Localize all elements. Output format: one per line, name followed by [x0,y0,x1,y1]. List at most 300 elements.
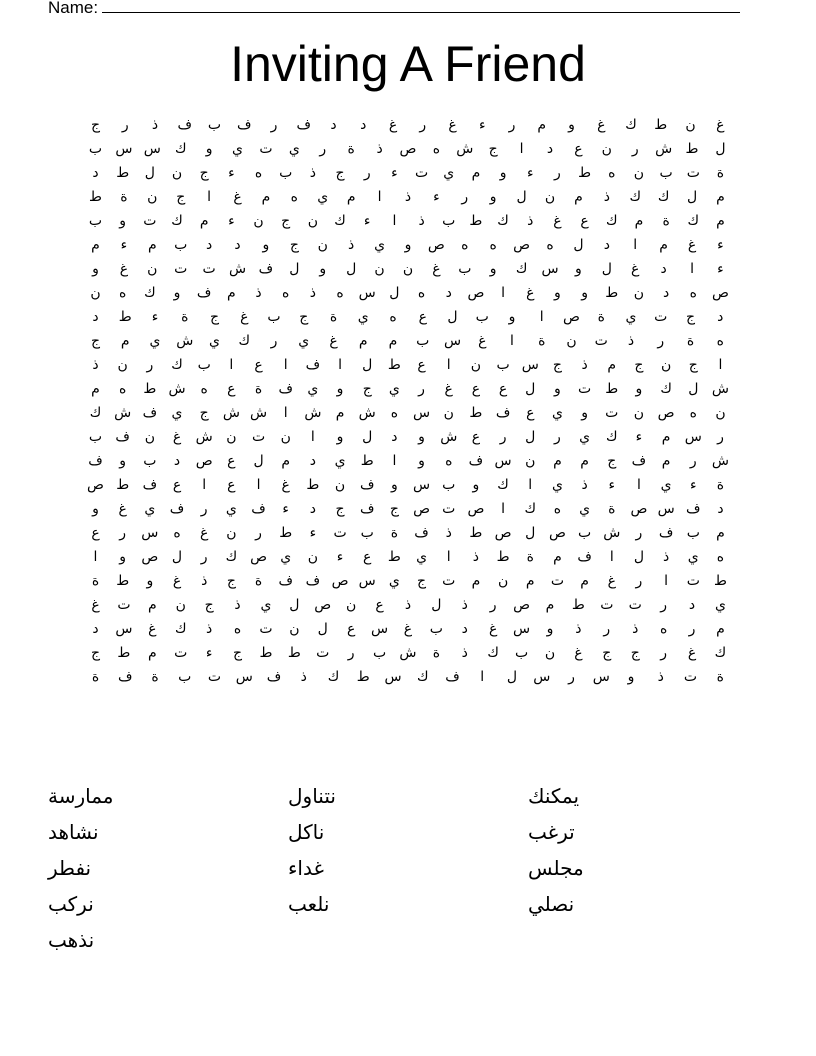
grid-letter: م [574,189,583,205]
grid-letter: ب [475,309,489,325]
grid-letter: ر [660,597,667,613]
grid-letter: ك [497,477,509,493]
grid-letter: ن [253,213,264,229]
grid-letter: ا [392,453,397,469]
grid-letter: ي [443,165,455,181]
grid-letter: ذ [255,285,262,301]
grid-letter: م [580,573,589,589]
grid-letter: ك [497,213,509,229]
grid-letter: ع [417,357,426,373]
grid-letter: م [147,597,157,613]
grid-letter: ش [168,381,186,397]
grid-letter: س [115,141,133,157]
grid-letter: و [581,405,588,421]
grid-letter: ف [278,381,293,397]
grid-letter: ت [686,573,700,589]
grid-letter: ن [443,405,454,421]
grid-letter: ذ [603,189,610,205]
grid-letter: ل [346,261,357,277]
grid-letter: ف [658,525,674,541]
grid-letter: ه [200,381,208,397]
grid-letter: ت [174,645,188,661]
grid-letter: ج [389,501,399,517]
grid-letter: ط [118,309,132,325]
grid-letter: ن [280,429,291,445]
grid-letter: ء [433,189,440,205]
grid-letter: ء [151,309,159,325]
grid-letter: ب [442,477,456,493]
grid-letter: ا [718,357,723,373]
grid-letter: م [716,525,725,541]
grid-letter: ل [362,429,373,445]
grid-letter: غ [240,309,249,325]
grid-letter: ر [489,597,497,613]
grid-letter: ل [525,429,536,445]
grid-letter: ف [142,477,158,493]
grid-letter: ذ [527,213,534,229]
grid-letter: ا [519,141,524,157]
grid-letter: ل [253,453,264,469]
grid-letter: ء [282,501,289,517]
grid-letter: م [607,357,617,373]
grid-letter: س [115,621,133,637]
grid-letter: م [525,573,535,589]
grid-letter: ش [655,141,673,157]
grid-letter: م [91,237,100,253]
grid-letter: ي [144,501,156,517]
grid-letter: ك [714,645,727,661]
grid-letter: ة [254,381,263,397]
grid-letter: ش [222,405,240,421]
grid-letter: ة [432,645,441,661]
grid-letter: ذ [309,165,316,181]
grid-letter: ش [358,405,376,421]
grid-letter: ا [528,477,533,493]
grid-letter: غ [118,501,127,517]
grid-letter: ك [144,285,156,301]
grid-letter: س [371,621,389,637]
grid-letter: س [384,669,402,685]
grid-letter: ص [427,237,445,253]
grid-letter: ن [226,429,237,445]
grid-letter: و [119,213,127,229]
grid-letter: س [521,357,539,373]
grid-letter: ن [497,573,509,589]
grid-letter: ا [256,477,261,493]
grid-letter: ت [550,573,565,589]
grid-letter: ف [177,117,192,133]
grid-letter: ب [458,261,472,277]
grid-letter: ج [488,141,498,157]
grid-letter: ل [289,261,300,277]
grid-letter: ر [347,645,355,661]
grid-letter: ي [388,573,400,589]
grid-letter: ج [630,645,640,661]
grid-letter: ي [260,597,272,613]
grid-letter: ء [717,261,724,277]
grid-letter: ه [659,621,668,637]
grid-letter: د [445,285,452,301]
grid-letter: غ [631,261,640,277]
grid-letter: ت [686,165,700,181]
grid-letter: م [537,117,547,133]
grid-letter: ه [290,189,299,205]
grid-letter: ص [87,477,104,493]
grid-letter: ب [442,213,456,229]
grid-letter: ل [289,597,300,613]
grid-letter: ر [554,429,561,445]
grid-row [82,377,734,401]
grid-row [82,641,734,665]
grid-letter: و [146,573,154,589]
grid-letter: و [489,189,497,205]
grid-letter: ر [499,429,507,445]
grid-letter: ب [178,669,192,685]
grid-letter: ت [316,645,330,661]
word-list-item: نصلي [528,892,575,916]
grid-letter: ة [608,501,616,517]
grid-letter: ر [461,189,469,205]
grid-letter: ك [629,189,641,205]
grid-letter: د [92,165,99,181]
grid-letter: ص [413,501,431,517]
grid-letter: غ [432,261,441,277]
grid-letter: ه [432,141,441,157]
grid-letter: ر [508,117,516,133]
grid-letter: ج [199,405,209,421]
grid-letter: ع [91,525,100,541]
grid-letter: ي [288,141,300,157]
grid-letter: ي [374,237,386,253]
grid-letter: ك [515,261,528,277]
grid-letter: ط [713,573,727,589]
grid-letter: ت [605,405,619,421]
grid-letter: ء [363,213,371,229]
grid-letter: ر [717,429,724,445]
grid-letter: ن [374,261,385,277]
grid-letter: ش [711,453,729,469]
grid-letter: ص [548,525,566,541]
grid-letter: ك [416,669,429,685]
grid-letter: غ [200,525,209,541]
grid-letter: ذ [206,621,213,637]
grid-letter: ل [506,669,518,685]
grid-letter: ه [689,285,697,301]
grid-row [82,545,734,569]
grid-letter: ة [716,477,725,493]
grid-letter: غ [403,621,413,637]
grid-letter: د [660,261,667,277]
grid-letter: ه [336,285,344,301]
grid-letter: ك [687,213,700,229]
grid-letter: و [92,261,99,277]
grid-letter: ه [445,453,453,469]
word-list-item: نتناول [288,784,336,808]
grid-letter: ن [402,261,414,277]
grid-letter: ف [278,573,293,589]
grid-letter: ج [552,357,562,373]
grid-row [82,449,734,473]
grid-letter: د [391,429,398,445]
grid-letter: د [92,621,99,637]
grid-letter: م [716,189,725,205]
grid-letter: ل [516,189,527,205]
grid-letter: ج [634,357,644,373]
grid-letter: ت [207,669,222,685]
grid-letter: ا [501,285,506,301]
grid-letter: ي [579,429,591,445]
grid-letter: ف [686,501,701,517]
grid-letter: ك [174,141,187,157]
grid-letter: ك [605,213,618,229]
grid-letter: و [336,381,344,397]
grid-letter: س [541,261,559,277]
grid-letter: ط [496,549,510,565]
grid-letter: ط [360,453,374,469]
grid-letter: ر [419,117,427,133]
word-list-item: نشاهد [48,820,99,844]
grid-letter: ي [625,309,637,325]
grid-letter: ة [254,573,263,589]
grid-letter: ن [144,429,155,445]
grid-letter: ا [338,357,342,373]
grid-letter: غ [172,573,182,589]
grid-letter: س [513,621,531,637]
grid-letter: ي [551,477,563,493]
grid-row [82,185,734,209]
grid-letter: و [499,165,507,181]
page-title: Inviting A Friend [230,36,586,92]
grid-letter: ه [282,285,290,301]
grid-row [82,209,734,233]
grid-letter: ص [711,285,729,301]
grid-letter: ذ [404,597,412,613]
grid-letter: م [661,453,671,469]
grid-letter: ر [688,621,696,637]
grid-letter: ر [270,117,278,133]
grid-letter: ا [480,669,485,685]
grid-letter: ف [169,501,185,517]
grid-letter: ك [89,405,102,421]
grid-letter: ه [417,285,426,301]
grid-letter: م [716,213,725,229]
grid-letter: ف [258,261,274,277]
grid-letter: ج [688,357,698,373]
grid-letter: ص [195,453,213,469]
grid-letter: ك [238,333,251,349]
grid-letter: ط [654,117,668,133]
grid-letter: ا [446,549,451,565]
grid-letter: ف [115,429,130,445]
grid-letter: ا [392,213,397,229]
grid-row [82,233,734,257]
grid-letter: غ [716,117,725,133]
grid-letter: ك [171,357,183,373]
grid-letter: ا [93,549,98,565]
grid-letter: ص [399,141,417,157]
grid-letter: ل [688,381,699,397]
grid-letter: و [173,285,181,301]
grid-letter: م [471,165,481,181]
grid-letter: ش [114,405,132,421]
word-list-item: مجلس [528,856,584,880]
grid-letter: ك [660,381,672,397]
grid-letter: و [635,381,643,397]
grid-letter: غ [388,117,398,133]
grid-letter: و [554,285,561,301]
grid-letter: ش [456,141,474,157]
grid-letter: ر [363,165,371,181]
grid-letter: ا [229,357,234,373]
grid-letter: ا [283,357,288,373]
grid-row [82,593,734,617]
grid-letter: غ [329,333,338,349]
grid-letter: م [471,573,481,589]
grid-letter: ف [359,501,375,517]
grid-letter: م [553,549,562,565]
grid-letter: ت [654,309,668,325]
grid-letter: ف [117,669,133,685]
grid-letter: ط [143,381,157,397]
grid-letter: ت [414,165,429,181]
grid-letter: ن [525,453,536,469]
grid-letter: و [581,285,588,301]
grid-letter: ر [146,357,154,373]
grid-letter: ر [603,621,611,637]
grid-letter: و [508,309,516,325]
grid-letter: م [261,189,271,205]
grid-letter: ا [636,477,641,493]
grid-letter: ا [539,309,544,325]
grid-letter: ش [195,429,213,445]
grid-letter: ت [251,429,266,445]
grid-letter: ب [143,453,157,469]
grid-letter: م [227,285,236,301]
grid-letter: ب [88,429,103,445]
grid-letter: ف [251,501,266,517]
grid-letter: ل [447,309,458,325]
grid-letter: ذ [581,357,588,373]
grid-letter: ص [331,573,349,589]
grid-letter: ج [289,237,299,253]
grid-letter: غ [526,285,535,301]
grid-letter: ر [657,333,665,349]
grid-letter: ب [279,165,293,181]
grid-letter: د [206,237,213,253]
grid-letter: ج [335,165,345,181]
grid-letter: ر [270,333,278,349]
word-list-item: نفطر [48,856,92,880]
grid-letter: ج [602,645,612,661]
grid-letter: ف [577,549,592,565]
grid-letter: ب [659,165,673,181]
grid-letter: ص [467,285,485,301]
grid-letter: ر [255,525,262,541]
grid-letter: ا [283,405,288,421]
grid-letter: س [443,333,462,349]
grid-letter: ل [431,597,442,613]
grid-letter: ع [227,453,236,469]
grid-letter: ذ [151,117,159,133]
grid-letter: ج [90,645,101,661]
grid-letter: ع [346,621,356,637]
grid-letter: د [717,501,724,517]
grid-letter: و [418,429,425,445]
grid-letter: ت [259,621,273,637]
word-search-grid [82,113,734,689]
grid-letter: ط [469,213,483,229]
grid-letter: ش [440,429,458,445]
grid-letter: س [141,525,159,541]
grid-letter: ف [414,525,429,541]
grid-letter: ي [280,549,292,565]
grid-letter: م [661,429,671,445]
grid-letter: ل [317,621,328,637]
grid-letter: ء [309,525,317,541]
grid-letter: ه [489,237,497,253]
grid-letter: ب [207,117,222,133]
grid-letter: ا [310,429,315,445]
grid-letter: ي [317,189,329,205]
grid-letter: و [546,621,554,637]
grid-letter: ط [259,645,273,661]
grid-letter: م [553,453,562,469]
grid-letter: غ [553,213,562,229]
grid-letter: ي [225,501,237,517]
grid-letter: ت [143,213,157,229]
grid-letter: م [199,213,209,229]
grid-letter: ك [174,621,187,637]
grid-letter: ش [399,645,417,661]
grid-letter: ر [689,453,697,469]
grid-letter: ت [578,381,592,397]
grid-letter: ة [120,189,128,205]
grid-letter: ذ [376,141,383,157]
grid-letter: ن [715,405,726,421]
word-list-item: يمكنك [528,784,580,808]
grid-letter: ا [664,573,669,589]
grid-letter: ل [601,261,612,277]
grid-letter: ف [359,477,375,493]
grid-letter: ت [174,261,188,277]
grid-letter: ط [685,141,699,157]
grid-letter: ش [176,333,194,349]
grid-letter: ي [209,333,220,349]
grid-letter: ف [495,405,511,421]
grid-row [82,161,734,185]
grid-letter: غ [444,381,453,397]
grid-letter: ش [304,405,322,421]
grid-letter: ش [228,261,247,277]
grid-letter: د [309,501,316,517]
grid-letter: د [92,309,99,325]
grid-letter: ل [686,189,698,205]
grid-letter: غ [233,189,242,205]
grid-letter: ف [468,453,484,469]
grid-letter: ر [635,573,643,589]
grid-letter: ر [119,525,127,541]
word-list-item: نلعب [288,892,330,916]
grid-letter: ذ [581,477,588,493]
grid-letter: ذ [461,597,468,613]
grid-letter: ف [305,357,321,373]
grid-letter: س [413,405,431,421]
grid-letter: ي [298,333,310,349]
grid-letter: ف [142,405,158,421]
grid-letter: و [319,261,327,277]
grid-letter: و [92,501,99,517]
grid-letter: ف [445,669,460,685]
